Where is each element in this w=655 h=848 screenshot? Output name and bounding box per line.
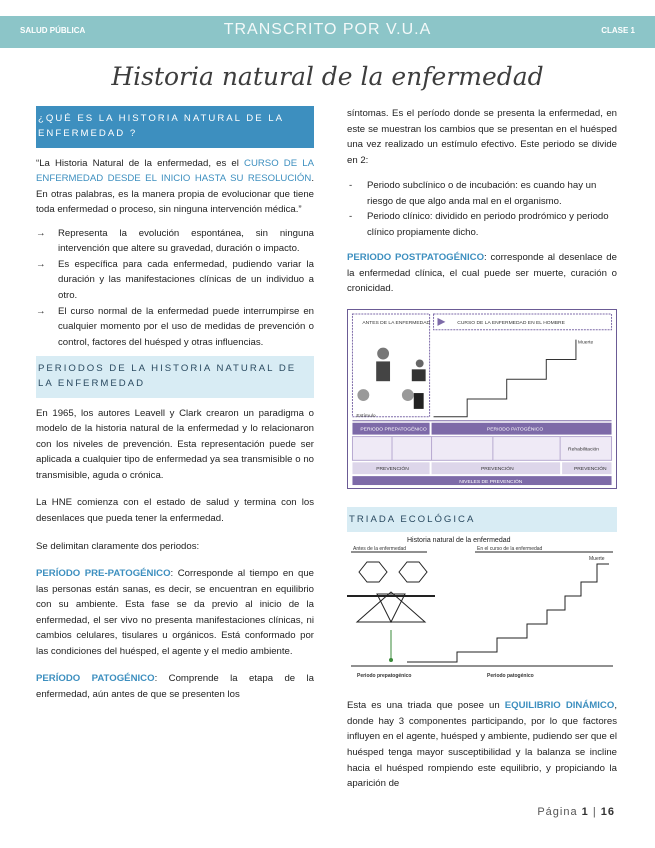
term-label: PERÍODO PRE-PATOGÉNICO	[36, 568, 171, 580]
list-item: → Es específica para cada enfermedad, pudiendo variar la duración y las manifestaciones clínicas de un individuo a otro.	[36, 257, 314, 304]
diagram-label: Antes de la enfermedad	[353, 546, 407, 553]
agent-hexagon	[359, 562, 387, 582]
natural-history-diagram	[347, 309, 617, 489]
diagram-label: PERIODO PATOGÉNICO	[486, 427, 544, 433]
pathogenic-paragraph	[36, 671, 314, 702]
diagram-label: PREVENCIÓN	[573, 467, 607, 473]
diagram-label: PREVENCIÓN	[481, 467, 514, 473]
term-text: : Comprende la etapa de la enfermedad, aún antes de que se presenten los	[36, 673, 315, 700]
diagram-label: Muerte	[577, 340, 594, 346]
page-number: 1	[581, 806, 589, 818]
quote-text-end: . En otras palabras, es la manera propia de evolucionar que tiene toda enfermedad o proceso, sin ninguna intervención médica.”	[36, 173, 314, 216]
diagram-label: Periodo prepatogénico	[357, 673, 412, 680]
section-heading-periods: PERIODOS DE LA HISTORIA NATURAL DE LA ENFERMEDAD	[36, 356, 314, 398]
diagram-label: Estímulo	[356, 413, 376, 419]
diagram-title: Historia natural de la enfermedad	[407, 537, 511, 545]
right-column	[347, 106, 617, 792]
page-header	[0, 16, 655, 48]
term-label: EQUILIBRIO DINÁMICO	[504, 700, 615, 712]
left-column	[36, 106, 314, 702]
diagram-label: ANTES DE LA ENFERMEDAD	[362, 320, 431, 326]
environment-icon	[402, 389, 414, 401]
header-author: TRANSCRITO POR V.U.A	[223, 21, 432, 38]
term-text: : Corresponde al tiempo en que las personas están sanas, es decir, se encuentran en equilibrio con su ambiente. Esta fase se da previo al inicio de la enfermedad, el ser vivo no presenta manifestaciones clínicas, ni cambios celulares, tisulares u orgánicos. Está conformado por las condiciones del huésped, el agente y el medio ambiente.	[36, 568, 314, 657]
prepathogenic-paragraph	[36, 566, 314, 659]
list-item: → El curso normal de la enfermedad puede interrumpirse en cualquier momento por el uso de medidas de prevención o control, factores del huésped y otras influencias.	[36, 304, 314, 351]
definition-quote	[36, 156, 314, 218]
host-hexagon	[399, 562, 427, 582]
section-heading-what-is: ¿QUÉ ES LA HISTORIA NATURAL DE LA ENFERMEDAD ?	[36, 106, 314, 148]
term-label: PERIODO POSTPATOGÉNICO	[347, 252, 485, 264]
header-subject: SALUD PÚBLICA	[20, 26, 86, 35]
host-figure	[414, 393, 424, 409]
host-icon	[416, 359, 424, 367]
paragraph: La HNE comienza con el estado de salud y termina con los desenlaces que pueda tener la enfermedad.	[36, 497, 314, 524]
postpathogenic-paragraph	[347, 250, 617, 297]
diagram-label: PREVENCIÓN	[376, 467, 409, 473]
diagram-label: Muerte	[589, 556, 605, 563]
paragraph: síntomas. Es el período donde se presenta la enfermedad, en este se muestran los cambios que se presentan en el huésped una vez realizado un estímulo efectivo. Este periodo se divide en 2:	[347, 108, 617, 166]
term-text: : corresponde al desenlace de la enfermedad clínica, el cual puede ser muerte, curación o cronicidad.	[347, 252, 617, 295]
diagram-label: CURSO DE LA ENFERMEDAD EN EL HOMBRE	[457, 320, 565, 326]
diagram-label: Periodo patogénico	[487, 673, 534, 680]
list-item: → Representa la evolución espontánea, sin ninguna intervención que altere su gravedad, duración o impacto.	[36, 226, 314, 257]
agent-icon	[357, 389, 369, 401]
header-class: CLASE 1	[601, 26, 635, 35]
triad-diagram	[347, 534, 617, 682]
diagram-label: PERIODO PREPATOGÉNICO	[360, 427, 427, 433]
triad-paragraph	[347, 698, 617, 791]
quote-text: “La Historia Natural de la enfermedad, es el	[36, 157, 245, 169]
list-item: - Periodo subclínico o de incubación: es cuando hay un riesgo de que algo anda mal en el organismo.	[347, 178, 617, 209]
text: , donde hay 3 componentes participando, por lo que factores influyen en el agente, huésped y ambiente, pudiendo ser que el huésped tenga mayor susceptibilidad y la balanza se incline hacia el huésped rompiendo este equilibrio, y propiciando la aparición de	[347, 700, 617, 790]
page-footer: Página 1 | 16	[537, 806, 615, 818]
diagram-label: En el curso de la enfermedad	[477, 546, 543, 553]
text: Esta es una triada que posee un	[347, 700, 505, 712]
section-heading-triad: TRIADA ECOLÓGICA	[347, 507, 617, 533]
bullet-list	[36, 226, 314, 350]
quote-highlight: CURSO DE LA ENFERMEDAD DESDE EL INICIO HASTA SU RESOLUCIÓN	[36, 157, 314, 185]
list-item: - Periodo clínico: dividido en periodo prodrómico y periodo clínico propiamente dicho.	[347, 209, 617, 240]
total-pages: 16	[600, 806, 615, 818]
footer-label: Página	[537, 806, 578, 818]
page-title: Historia natural de la enfermedad	[111, 62, 544, 91]
person-icon	[377, 347, 389, 359]
paragraph: En 1965, los autores Leavell y Clark crearon un paradigma o modelo de la historia natural de la enfermedad y lo relacionaron con los niveles de prevención. Esta representación puede ser aplicada a cualquier tipo de enfermedad ya sea transmisible o no transmisible, aguda o crónica.	[36, 407, 314, 481]
dash-list	[347, 178, 617, 240]
term-label: PERÍODO PATOGÉNICO	[36, 673, 155, 685]
paragraph: Se delimitan claramente dos periodos:	[36, 540, 200, 552]
diagram-label: Rehabilitación	[568, 447, 600, 453]
diagram-label: NIVELES DE PREVENCIÓN	[459, 479, 523, 485]
